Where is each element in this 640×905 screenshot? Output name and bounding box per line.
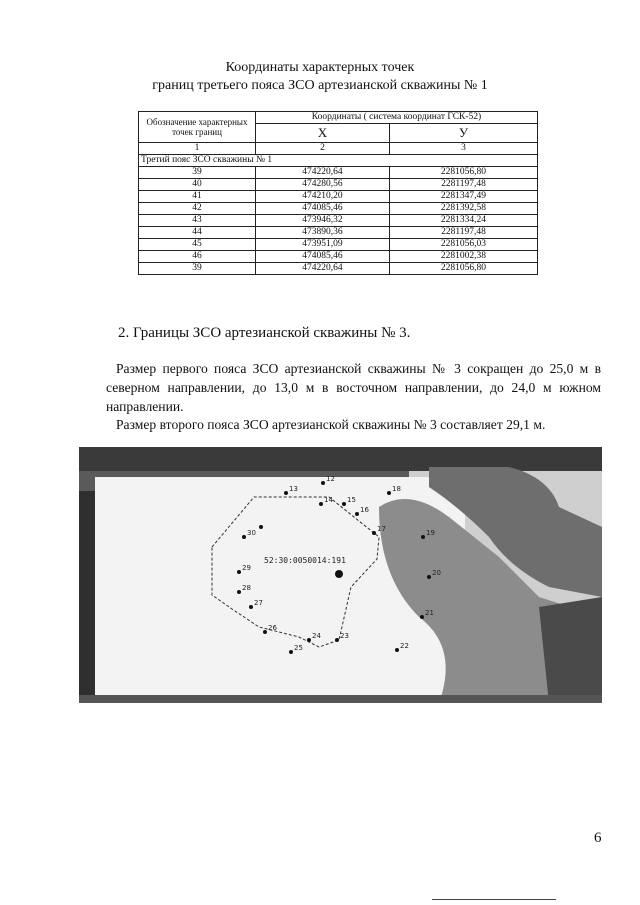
cell-y: 2281197,48: [389, 179, 537, 191]
cell-y: 2281334,24: [389, 215, 537, 227]
cell-point: 40: [139, 179, 256, 191]
section-row: Третий пояс ЗСО скважины № 1: [139, 155, 538, 167]
point-label: 16: [360, 506, 369, 514]
paragraph-first-zone: Размер первого пояса ЗСО артезианской скважины № 3 сокращен до 25,0 м в северном направлении, до 13,0 м в восточном направлении, до 24,0 м южном направлении.: [106, 361, 601, 414]
cell-x: 474210,20: [256, 191, 390, 203]
col-num-1: 1: [139, 143, 256, 155]
paragraph-second-zone: Размер второго пояса ЗСО артезианской скважины № 3 составляет 29,1 м.: [116, 417, 546, 432]
point-label: 30: [247, 529, 256, 537]
point-label: 23: [340, 632, 349, 640]
cell-x: 474280,56: [256, 179, 390, 191]
x-header: Х: [256, 124, 390, 143]
page-number: 6: [594, 830, 602, 846]
cell-x: 473946,32: [256, 215, 390, 227]
cell-point: 44: [139, 227, 256, 239]
table-row: [139, 263, 538, 275]
point-label: 20: [432, 569, 441, 577]
cell-point: 43: [139, 215, 256, 227]
cell-point: 46: [139, 251, 256, 263]
cell-x: 474085,46: [256, 251, 390, 263]
point-label: 25: [294, 644, 303, 652]
y-header: У: [389, 124, 537, 143]
cell-y: 2281056,03: [389, 239, 537, 251]
col-point-header: Обозначение характерных точек границ: [139, 112, 256, 143]
point-label: 27: [254, 599, 263, 607]
table-row: [139, 179, 538, 191]
cell-y: 2281056,80: [389, 167, 537, 179]
point-label: 21: [425, 609, 434, 617]
table-row: [139, 203, 538, 215]
table-row: [139, 251, 538, 263]
point-label: 18: [392, 485, 401, 493]
cell-point: 45: [139, 239, 256, 251]
cell-point: 41: [139, 191, 256, 203]
cell-x: 474085,46: [256, 203, 390, 215]
col-num-2: 2: [256, 143, 390, 155]
cell-y: 2281347,49: [389, 191, 537, 203]
cell-x: 473890,36: [256, 227, 390, 239]
cell-x: 474220,64: [256, 263, 390, 275]
point-label: 26: [268, 624, 277, 632]
cell-y: 2281056,80: [389, 263, 537, 275]
table-title-line-2: границ третьего пояса ЗСО артезианской скважины № 1: [152, 78, 488, 93]
footer-rule: [432, 899, 556, 900]
col-num-3: 3: [389, 143, 537, 155]
coordinates-table: [138, 111, 538, 275]
point-label: 14: [324, 496, 333, 504]
table-row: [139, 191, 538, 203]
table-title-line-1: Координаты характерных точек: [225, 60, 415, 75]
point-label: 29: [242, 564, 251, 572]
cell-y: 2281002,38: [389, 251, 537, 263]
section-heading: 2. Границы ЗСО артезианской скважины № 3.: [118, 325, 411, 341]
table-row: [139, 239, 538, 251]
point-label: 28: [242, 584, 251, 592]
parcel-label: 52:30:0050014:191: [264, 556, 346, 565]
cell-x: 474220,64: [256, 167, 390, 179]
point-label: 15: [347, 496, 356, 504]
cell-y: 2281392,58: [389, 203, 537, 215]
cadastral-map-image: [79, 447, 602, 703]
point-label: 22: [400, 642, 409, 650]
cell-point: 39: [139, 263, 256, 275]
cell-point: 39: [139, 167, 256, 179]
table-row: [139, 227, 538, 239]
point-label: 13: [289, 485, 298, 493]
cell-point: 42: [139, 203, 256, 215]
point-label: 17: [377, 525, 386, 533]
coords-system-header: Координаты ( система координат ГСК-52): [256, 112, 538, 124]
point-label: 24: [312, 632, 321, 640]
cell-x: 473951,09: [256, 239, 390, 251]
table-row: [139, 167, 538, 179]
cell-y: 2281197,48: [389, 227, 537, 239]
table-row: [139, 215, 538, 227]
point-label: 12: [326, 475, 335, 483]
point-label: 19: [426, 529, 435, 537]
